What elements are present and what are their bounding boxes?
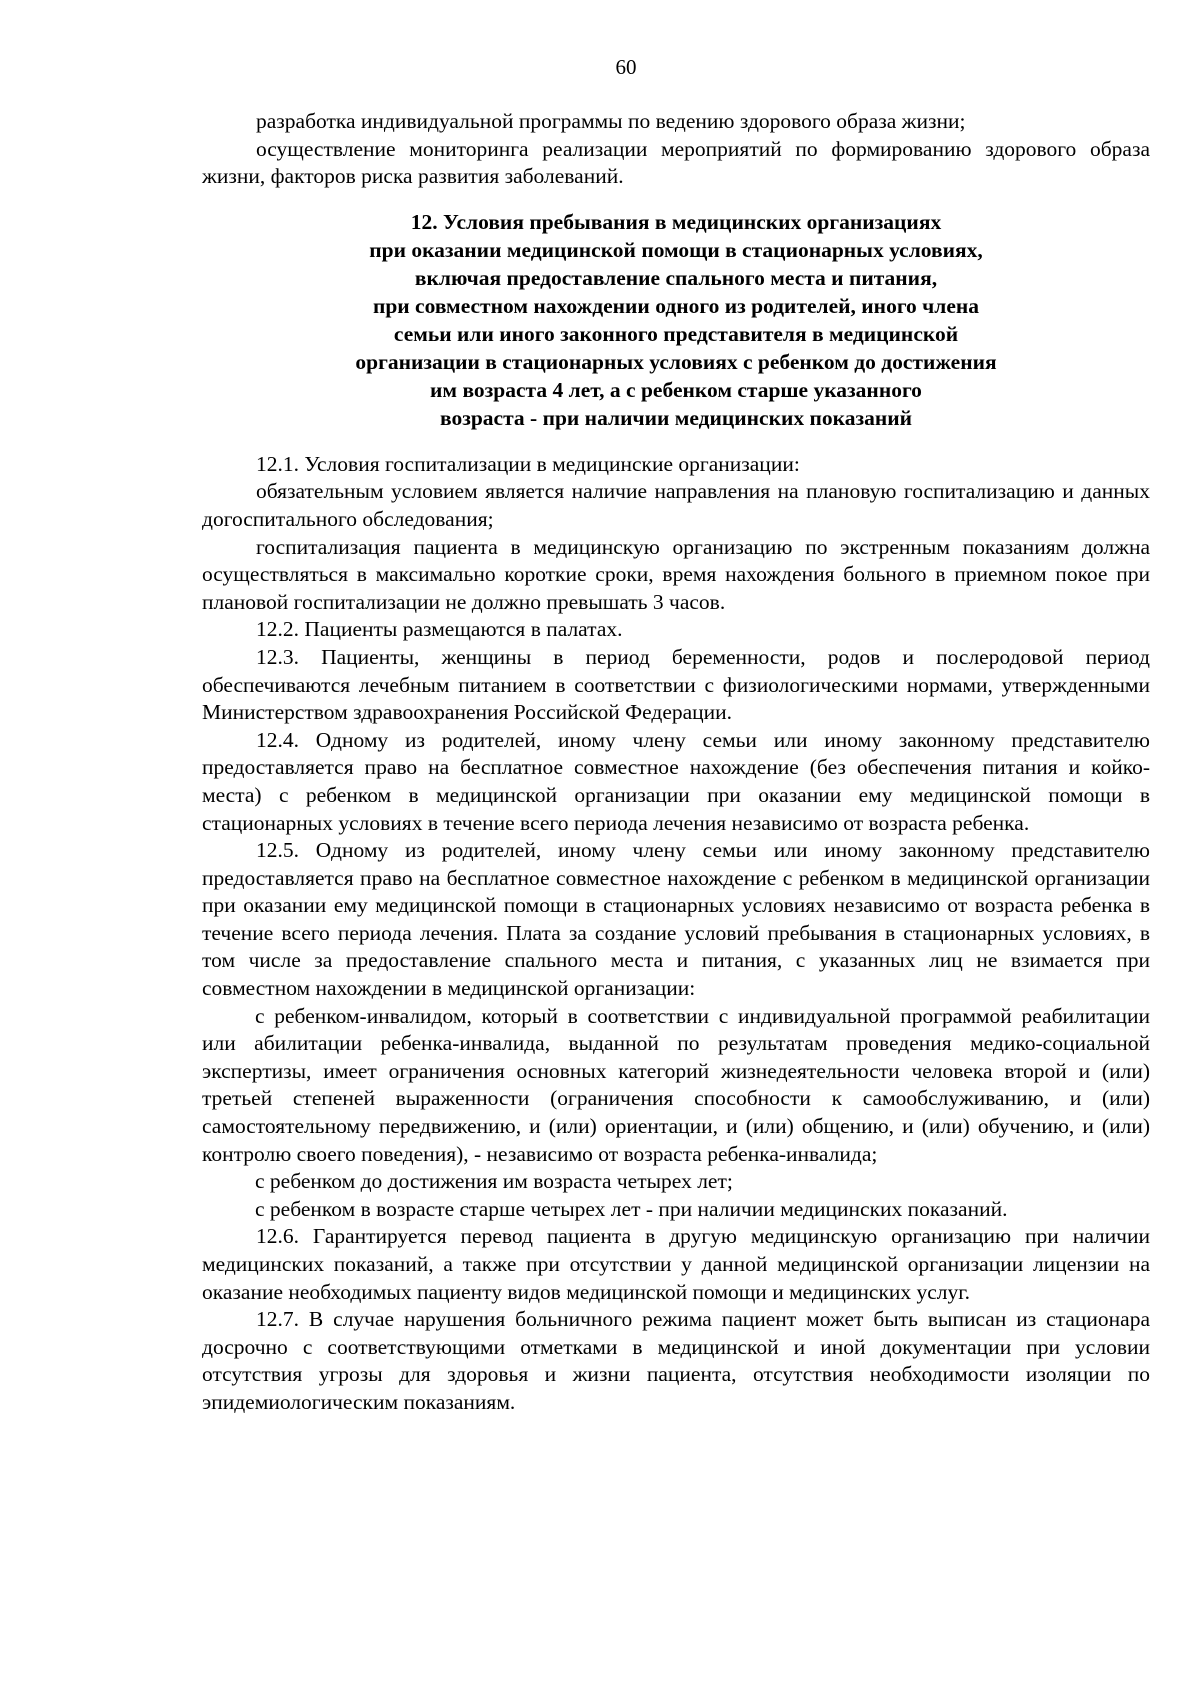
page-number: 60 (615, 55, 637, 79)
section-heading-line: при совместном нахождении одного из родителей, иного члена (372, 293, 980, 318)
paragraph-12-6: 12.6. Гарантируется перевод пациента в другую медицинскую организацию при наличии медицинских показаний, а также при отсутствии у данной медицинской организации лицензии на оказание необходимых пациенту видов медицинской помощи и медицинских услуг. (202, 1224, 1150, 1304)
paragraph-disabled-child: с ребенком-инвалидом, который в соответствии с индивидуальной программой реабилитации или абилитации ребенка-инвалида, выданной по результатам проведения медико-социальной экспертизы, имеет ограничения основных категорий жизнедеятельности человека второй и (или) третьей степеней выраженности (ограничения способности к самообслуживанию, и (или) самостоятельному передвижению, и (или) ориентации, и (или) общению, и (или) обучению, и (или) контролю своего поведения), - независимо от возраста ребенка-инвалида; (202, 1003, 1150, 1166)
paragraph-12-7: 12.7. В случае нарушения больничного режима пациент может быть выписан из стационара досрочно с соответствующими отметками в медицинской и иной документации при условии отсутствия угрозы для здоровья и жизни пациента, отсутствия необходимости изоляции по эпидемиологическим показаниям. (202, 1307, 1150, 1414)
paragraph-12-2: 12.2. Пациенты размещаются в палатах. (256, 617, 623, 642)
intro-paragraph: осуществление мониторинга реализации мероприятий по формированию здорового образа жизни, факторов риска развития заболеваний. (202, 136, 1150, 189)
section-heading-line: при оказании медицинской помощи в стационарных условиях, (369, 237, 983, 262)
paragraph-12-5: 12.5. Одному из родителей, иному члену семьи или иному законному представителю предоставляется право на бесплатное совместное нахождение с ребенком в медицинской организации при оказании ему медицинской помощи в стационарных условиях независимо от возраста ребенка в течение всего периода лечения. Плата за создание условий пребывания в стационарных условиях, в том числе за предоставление спального места и питания, с указанных лиц не взимается при совместном нахождении в медицинской организации: (202, 838, 1150, 1001)
section-heading-line: 12. Условия пребывания в медицинских организациях (410, 209, 942, 234)
section-heading-line: возраста - при наличии медицинских показаний (439, 405, 913, 430)
section-heading-line: организации в стационарных условиях с ребенком до достижения (355, 349, 997, 374)
paragraph-12-3: 12.3. Пациенты, женщины в период беременности, родов и послеродовой период обеспечиваются лечебным питанием в соответствии с физиологическими нормами, утвержденными Министерством здравоохранения Российской Федерации. (202, 644, 1150, 725)
intro-paragraph: разработка индивидуальной программы по ведению здорового образа жизни; (256, 109, 966, 133)
section-heading-line: семьи или иного законного представителя в медицинской (393, 321, 959, 346)
paragraph-12-1: 12.1. Условия госпитализации в медицинские организации: (256, 451, 800, 476)
paragraph-planned-hospitalization: обязательным условием является наличие направления на плановую госпитализацию и данных догоспитального обследования; (202, 479, 1150, 531)
section-heading-line: включая предоставление спального места и питания, (414, 265, 938, 290)
paragraph-emergency-hospitalization: госпитализация пациента в медицинскую организацию по экстренным показаниям должна осуществляться в максимально короткие сроки, время нахождения больного в приемном покое при плановой госпитализации не должно превышать 3 часов. (202, 534, 1150, 614)
paragraph-under-four: с ребенком до достижения им возраста четырех лет; (255, 1169, 733, 1194)
paragraph-12-4: 12.4. Одному из родителей, иному члену семьи или иному законному представителю предоставляется право на бесплатное совместное нахождение (без обеспечения питания и койко-места) с ребенком в медицинской организации при оказании ему медицинской помощи в стационарных условиях в течение всего периода лечения независимо от возраста ребенка. (202, 727, 1150, 835)
paragraph-over-four: с ребенком в возрасте старше четырех лет - при наличии медицинских показаний. (255, 1196, 1008, 1221)
document-body (202, 108, 1150, 1417)
section-heading-line: им возраста 4 лет, а с ребенком старше указанного (430, 377, 922, 402)
section-heading (202, 208, 1150, 432)
